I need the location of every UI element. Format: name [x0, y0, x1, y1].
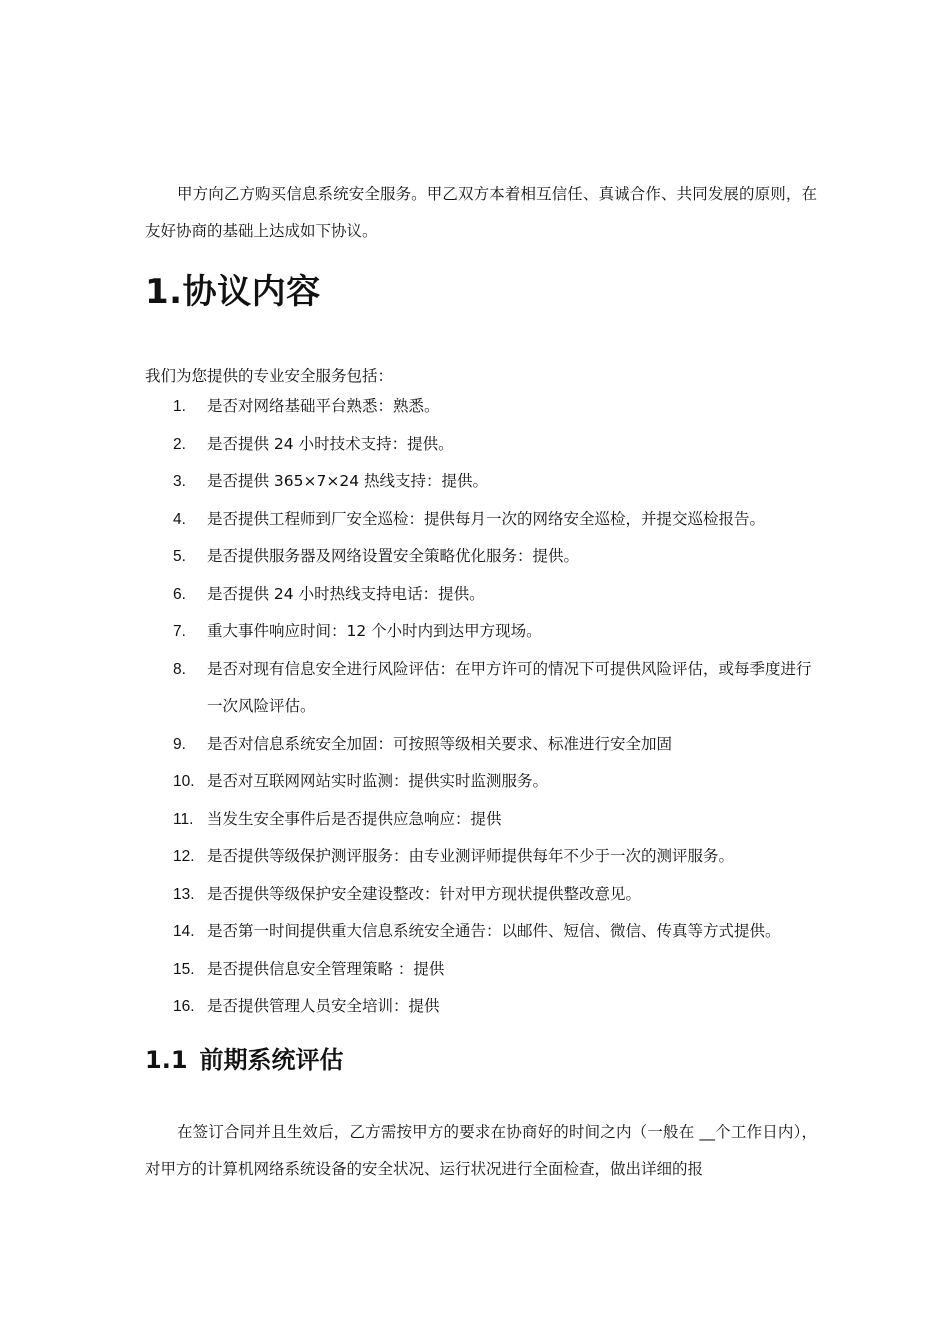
- list-number: 2.: [173, 435, 186, 453]
- list-number: 15.: [173, 960, 195, 978]
- list-text: 是否对互联网网站实时监测：提供实时监测服务。: [207, 772, 549, 790]
- list-text: 是否提供 24 小时技术支持：提供。: [207, 434, 454, 453]
- list-item: [145, 501, 825, 539]
- section-heading-1: 1.协议内容: [145, 272, 321, 312]
- services-list: [145, 388, 825, 1026]
- list-item: [145, 838, 825, 876]
- list-number: 11.: [173, 810, 194, 828]
- list-number: 5.: [173, 548, 186, 565]
- list-item: [145, 651, 825, 726]
- list-number: 16.: [173, 998, 195, 1015]
- list-text: 是否对现有信息安全进行风险评估：在甲方许可的情况下可提供风险评估，或每季度进行一次风险评估。: [207, 659, 812, 715]
- list-number: 8.: [173, 660, 186, 678]
- list-item: [145, 763, 825, 801]
- list-text: 是否提供等级保护测评服务：由专业测评师提供每年不少于一次的测评服务。: [207, 847, 735, 865]
- list-item: [145, 876, 825, 914]
- list-item: [145, 463, 825, 501]
- list-number: 13.: [173, 885, 195, 903]
- list-text: 是否提供工程师到厂安全巡检：提供每月一次的网络安全巡检，并提交巡检报告。: [207, 509, 766, 528]
- list-item: [145, 951, 825, 989]
- list-item: [145, 613, 825, 651]
- list-item: [145, 801, 825, 839]
- list-text: 是否对信息系统安全加固：可按照等级相关要求、标准进行安全加固: [207, 734, 673, 753]
- list-text: 当发生安全事件后是否提供应急响应：提供: [207, 809, 502, 828]
- list-number: 1.: [173, 398, 186, 415]
- list-number: 7.: [173, 623, 186, 640]
- list-text: 是否提供 365×7×24 热线支持：提供。: [207, 472, 488, 490]
- list-number: 12.: [173, 848, 195, 865]
- list-number: 3.: [173, 473, 186, 490]
- list-text: 是否提供信息安全管理策略 ：提供: [207, 959, 445, 978]
- list-number: 6.: [173, 585, 186, 603]
- list-item: [145, 426, 825, 464]
- list-item: [145, 576, 825, 614]
- heading-title: 前期系统评估: [199, 1046, 344, 1074]
- list-number: 10.: [173, 773, 195, 790]
- list-text: 是否第一时间提供重大信息系统安全通告：以邮件、短信、微信、传真等方式提供。: [207, 922, 781, 940]
- section-heading-1-1: [145, 1040, 344, 1080]
- list-text: 是否提供服务器及网络设置安全策略优化服务：提供。: [207, 547, 580, 565]
- list-text: 是否对网络基础平台熟悉：熟悉。: [207, 397, 440, 415]
- heading-number: 1.1: [145, 1046, 188, 1074]
- list-number: 4.: [173, 510, 186, 528]
- assessment-paragraph: 在签订合同并且生效后，乙方需按甲方的要求在协商好的时间之内（一般在 __个工作日内），对甲方的计算机网络系统设备的安全状况、运行状况进行全面检查，做出详细的报: [145, 1123, 817, 1178]
- services-lead: 我们为您提供的专业安全服务包括：: [145, 367, 394, 385]
- intro-paragraph: 甲方向乙方购买信息系统安全服务。甲乙双方本着相互信任、真诚合作、共同发展的原则，在友好协商的基础上达成如下协议。: [145, 185, 817, 240]
- list-item: [145, 538, 825, 576]
- list-item: [145, 388, 825, 426]
- list-text: 重大事件响应时间：12 个小时内到达甲方现场。: [207, 622, 542, 640]
- list-number: 14.: [173, 923, 195, 940]
- list-item: [145, 726, 825, 764]
- list-text: 是否提供管理人员安全培训：提供: [207, 997, 440, 1015]
- list-text: 是否提供 24 小时热线支持电话：提供。: [207, 584, 485, 603]
- list-text: 是否提供等级保护安全建设整改：针对甲方现状提供整改意见。: [207, 884, 642, 903]
- list-item: [145, 913, 825, 951]
- list-item: [145, 988, 825, 1026]
- list-number: 9.: [173, 735, 186, 753]
